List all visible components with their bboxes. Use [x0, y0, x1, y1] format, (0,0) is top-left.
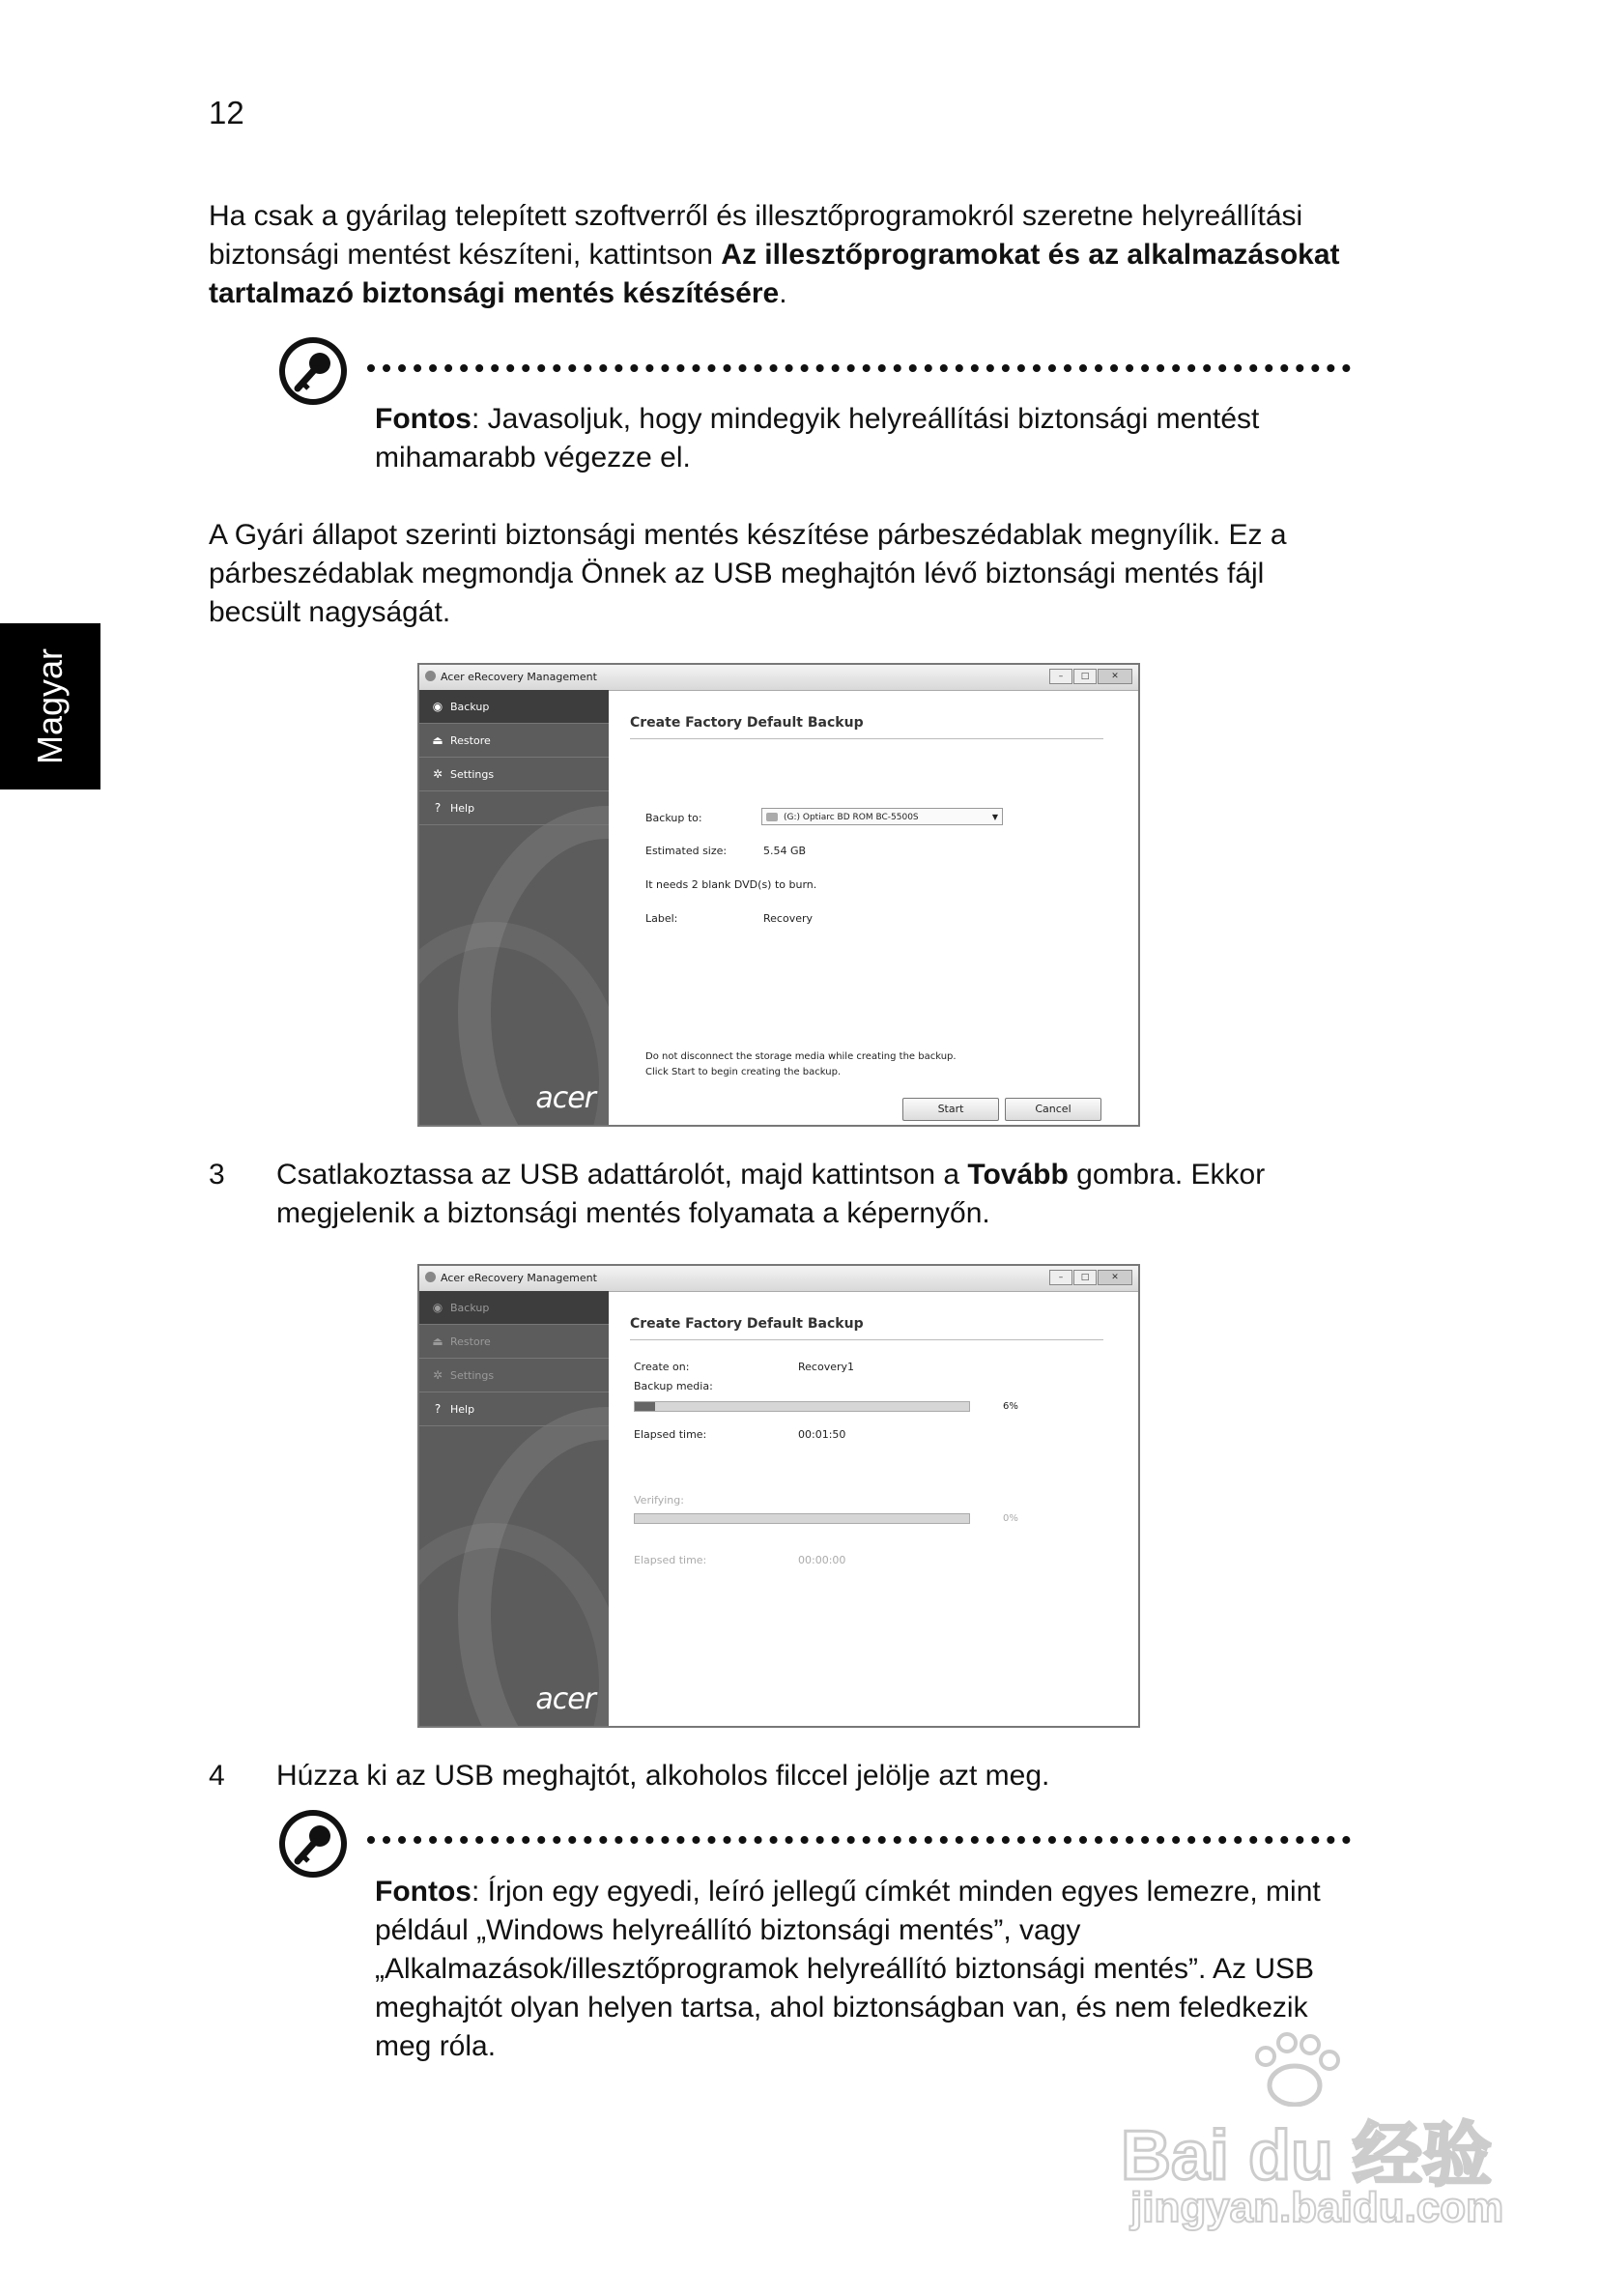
close-button[interactable]: ✕	[1098, 1270, 1132, 1285]
baidu-watermark	[1121, 2029, 1507, 2242]
window-titlebar	[419, 1266, 1138, 1292]
progress-content	[609, 1291, 1138, 1726]
help-icon: ?	[434, 1402, 442, 1416]
note-divider	[367, 364, 1351, 372]
minimize-button[interactable]: –	[1049, 669, 1072, 684]
warning-text: Do not disconnect the storage media while creating the backup.	[645, 1051, 957, 1062]
panel-title: Create Factory Default Backup	[630, 715, 864, 731]
nav-help[interactable]: ? Help	[419, 1392, 609, 1426]
window-title: Acer eRecovery Management	[441, 1272, 597, 1284]
app-icon	[425, 671, 436, 681]
step-4-text: Húzza ki az USB meghajtót, alkoholos filccel jelölje azt meg.	[276, 1760, 1050, 1792]
verify-elapsed-label: Elapsed time:	[634, 1554, 707, 1566]
backup-media-label: Backup media:	[634, 1380, 713, 1392]
elapsed-label: Elapsed time:	[634, 1428, 707, 1441]
acer-logo: acer	[535, 1682, 595, 1716]
step-4-number: 4	[209, 1760, 225, 1792]
key-icon	[276, 1807, 350, 1880]
intro-paragraph: Ha csak a gyárilag telepített szoftverről és illesztőprogramokról szeretne helyreállítási biztonsági mentést készíteni, kattintson Az illesztőprogramokat és az alkalmazásokat tartalmazó biztonsági mentés készítésére.	[209, 200, 1340, 309]
watermark-brand: Bai du 经验	[1121, 2117, 1493, 2195]
verify-percent: 0%	[1003, 1513, 1018, 1524]
start-button[interactable]: Start	[902, 1098, 999, 1121]
backup-progress-bar	[634, 1401, 970, 1412]
minimize-button[interactable]: –	[1049, 1270, 1072, 1285]
create-on-value: Recovery1	[798, 1361, 855, 1373]
instruction-text: Click Start to begin creating the backup.	[645, 1067, 842, 1077]
nav-restore[interactable]: ⏏ Restore	[419, 724, 609, 758]
create-on-label: Create on:	[634, 1361, 690, 1373]
key-icon	[276, 334, 350, 408]
sidebar	[419, 690, 609, 1125]
dialog-paragraph: A Gyári állapot szerinti biztonsági mentés készítése párbeszédablak megnyílik. Ez a párbeszédablak megmondja Önnek az USB meghajtón lévő biztonsági mentés fájl becsült nagyságát.	[209, 519, 1287, 628]
gear-icon: ✲	[432, 767, 443, 781]
panel-title: Create Factory Default Backup	[630, 1316, 864, 1332]
note-divider	[367, 1836, 1351, 1844]
verifying-label: Verifying:	[634, 1494, 684, 1507]
close-button[interactable]: ✕	[1098, 669, 1132, 684]
gear-icon: ✲	[432, 1368, 443, 1382]
backup-to-label: Backup to:	[645, 812, 702, 824]
paw-icon	[1237, 2029, 1353, 2107]
maximize-button[interactable]: □	[1073, 1270, 1097, 1285]
label-value: Recovery	[763, 912, 814, 925]
backup-progress-fill	[635, 1402, 655, 1411]
verify-elapsed-value: 00:00:00	[798, 1554, 846, 1566]
sidebar	[419, 1291, 609, 1726]
window-title: Acer eRecovery Management	[441, 671, 597, 683]
chevron-down-icon: ▼	[991, 813, 998, 821]
estimated-size-label: Estimated size:	[645, 845, 728, 857]
acer-logo: acer	[535, 1081, 595, 1115]
estimated-size-value: 5.54 GB	[763, 845, 807, 857]
page-number: 12	[209, 95, 244, 130]
note-important-1: Fontos: Javasoljuk, hogy mindegyik helyreállítási biztonsági mentést mihamarabb végezze el.	[375, 403, 1260, 474]
dvd-needs-text: It needs 2 blank DVD(s) to burn.	[645, 878, 817, 891]
label-label: Label:	[645, 912, 678, 925]
restore-icon: ⏏	[432, 733, 443, 747]
nav-backup[interactable]: ◉ Backup	[419, 690, 609, 724]
step-3-number: 3	[209, 1159, 225, 1191]
maximize-button[interactable]: □	[1073, 669, 1097, 684]
note-important-2: Fontos: Írjon egy egyedi, leíró jellegű címkét minden egyes lemezre, mint például „Windows helyreállító biztonsági mentés”, vagy „Alkalmazások/illesztőprogramok helyreállító biztonsági mentés”. Az USB meghajtót olyan helyen tartsa, ahol biztonságban van, és nem feledkezik meg róla.	[375, 1876, 1321, 2062]
screenshot-backup-progress	[417, 1264, 1140, 1728]
help-icon: ?	[434, 801, 442, 815]
step-3-text: Csatlakoztassa az USB adattárolót, majd kattintson a Tovább gombra. Ekkor megjelenik a biztonsági mentés folyamata a képernyőn.	[276, 1159, 1266, 1229]
verify-progress-bar	[634, 1513, 970, 1524]
restore-icon: ⏏	[432, 1335, 443, 1348]
nav-restore[interactable]: ⏏ Restore	[419, 1325, 609, 1359]
watermark-url: jingyan.baidu.com	[1130, 2184, 1504, 2231]
drive-icon	[766, 813, 778, 821]
nav-settings[interactable]: ✲ Settings	[419, 758, 609, 791]
nav-settings[interactable]: ✲ Settings	[419, 1359, 609, 1392]
disc-icon: ◉	[432, 1301, 443, 1314]
nav-help[interactable]: ? Help	[419, 791, 609, 825]
cancel-button[interactable]: Cancel	[1005, 1098, 1101, 1121]
app-icon	[425, 1272, 436, 1282]
intro-bold-link: Az illesztőprogramokat és az alkalmazásokat tartalmazó biztonsági mentés készítésére	[209, 239, 1340, 309]
nav-backup[interactable]: ◉ Backup	[419, 1291, 609, 1325]
language-tab: Magyar	[0, 623, 100, 789]
backup-percent: 6%	[1003, 1401, 1018, 1412]
backup-content	[609, 690, 1138, 1125]
backup-to-select[interactable]: (G:) Optiarc BD ROM BC-5500S ▼	[761, 808, 1003, 825]
screenshot-backup-dialog	[417, 663, 1140, 1127]
window-titlebar	[419, 665, 1138, 691]
disc-icon: ◉	[432, 700, 443, 713]
elapsed-value: 00:01:50	[798, 1428, 846, 1441]
